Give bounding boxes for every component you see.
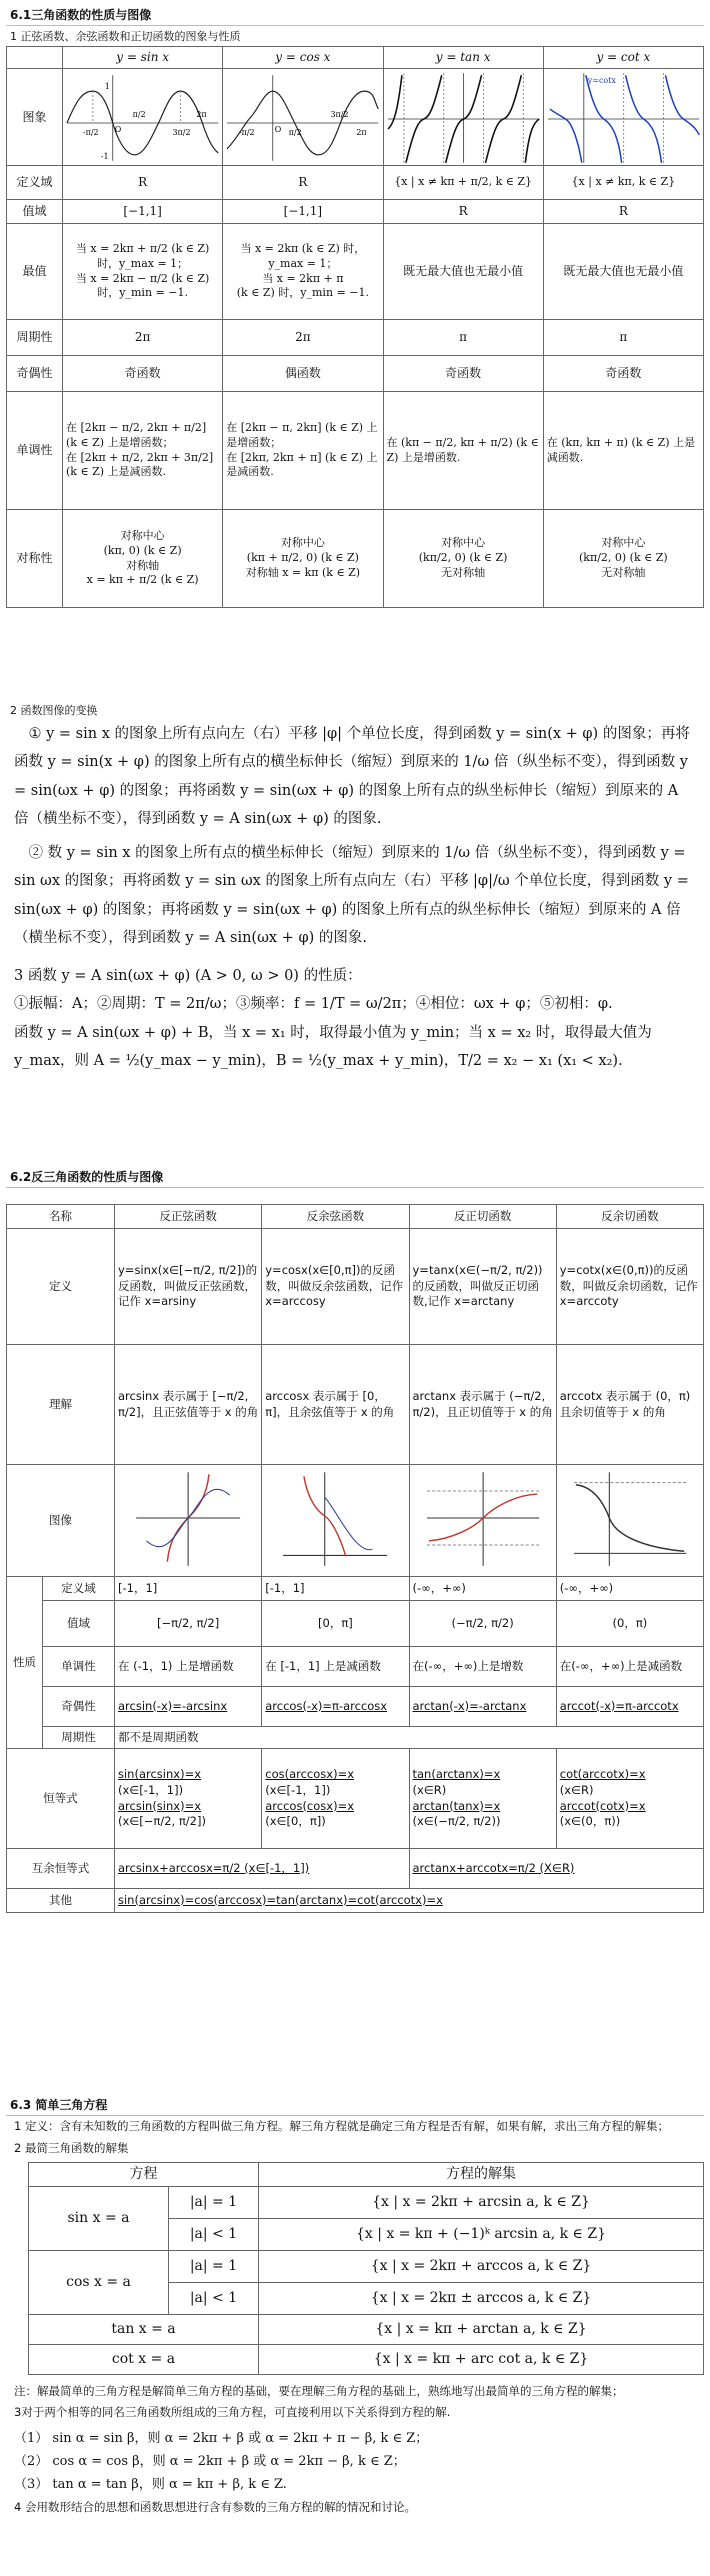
- identity-line: sin(arcsinx)=x: [118, 1767, 202, 1782]
- cos-symmetry-line: (kπ + π/2, 0) (k ∈ Z): [246, 551, 359, 565]
- arccos-domain: [-1，1]: [262, 1577, 409, 1601]
- header-arcsin: 反正弦函数: [115, 1205, 262, 1229]
- prop-label-range: 值域: [43, 1601, 115, 1647]
- sin-tick-xm: -π/2: [82, 127, 99, 137]
- note-1: 注：解最简单的三角方程是解简单三角方程的基础，要在理解三角方程的基础上，熟练地写出最简单的三角方程的解集；: [14, 2383, 624, 2398]
- sin-tick-x3: 2π: [196, 110, 207, 119]
- tan-parity: 奇函数: [383, 356, 543, 392]
- row-label-prop: 性质: [7, 1577, 43, 1749]
- row-label-complement: 互余恒等式: [7, 1849, 115, 1889]
- row-label-monotonic: 单调性: [7, 392, 63, 510]
- prop-label-domain: 定义域: [43, 1577, 115, 1601]
- tan-symmetry-line: 无对称轴: [441, 565, 486, 579]
- transform-paragraph-2: ② 数 y = sin x 的图象上所有点的横坐标伸长（缩短）到原来的 1/ω 倍（纵坐标不变），得到函数 y = sin ωx 的图象；再将函数 y = sin ωx 的图象上所有点向左（右）平移 |φ|/ω 个单位长度，得到函数 y = sin(ωx + φ) 的图象；再将函数 y = sin(ωx + φ) 的图象上所有点的纵坐标伸长（缩短）到原来的 A 倍（横坐标不变），得到函数 y = A sin(ωx + φ) 的图象.: [14, 845, 689, 946]
- solution: {x | x = 2kπ ± arccos a, k ∈ Z}: [259, 2282, 704, 2314]
- cos-period: 2π: [223, 320, 383, 356]
- note-2: 3对于两个相等的同名三角函数所组成的三角方程，可直接利用以下关系得到方程的解.: [14, 2405, 451, 2420]
- header-arccot: 反余切函数: [556, 1205, 703, 1229]
- sin-extreme-line: 当 x = 2kπ + π/2 (k ∈ Z): [75, 241, 210, 255]
- cot-label: y=cotx: [587, 76, 616, 86]
- tan-period: π: [383, 320, 543, 356]
- col-header-tan: y = tan x: [383, 47, 543, 69]
- transform-body: [6, 720, 704, 1075]
- arccot-identity: [556, 1749, 703, 1849]
- complement-arctan-arccot: arctanx+arccotx=π/2 (X∈R): [409, 1849, 704, 1889]
- periodic-value: 都不是周期函数: [115, 1727, 704, 1749]
- identity-line: arccot(cotx)=x: [559, 1798, 646, 1813]
- arccos-graph: [262, 1466, 408, 1570]
- arctan-understand: arctanx 表示属于 (−π/2, π/2)，且正切值等于 x 的角: [409, 1345, 556, 1465]
- arcsin-identity: [115, 1749, 262, 1849]
- section-subtitle: 1 正弦函数、余弦函数和正切函数的图象与性质: [10, 30, 241, 43]
- prop-label-parity: 奇偶性: [43, 1687, 115, 1727]
- cos-symmetry: [223, 510, 383, 608]
- transform-paragraph-3: 3 函数 y = A sin(ωx + φ) (A > 0, ω > 0) 的性质：: [14, 968, 362, 985]
- cot-extreme: 既无最大值也无最小值: [543, 224, 703, 320]
- header-arccos: 反余弦函数: [262, 1205, 409, 1229]
- cond: |a| < 1: [169, 2218, 259, 2250]
- col-header-cot: y = cot x: [543, 47, 703, 69]
- sin-extreme-line: 时，y_min = −1.: [97, 286, 188, 300]
- eq-cot: cot x = a: [29, 2344, 259, 2374]
- tan-graph: [384, 69, 543, 165]
- section-heading: 6.3 简单三角方程: [6, 2094, 704, 2116]
- relation-1: （1） sin α = sin β，则 α = 2kπ + β 或 α = 2kπ + π − β, k ∈ Z；: [14, 2431, 429, 2447]
- corner-cell: [7, 47, 63, 69]
- arccos-def: y=cosx(x∈[0,π])的反函数，叫做反余弦函数，记作 x=arccosy: [262, 1229, 409, 1345]
- arctan-monotonic: 在(-∞，+∞)上是增数: [409, 1647, 556, 1687]
- cot-symmetry: [543, 510, 703, 608]
- arccot-range: (0，π): [556, 1601, 703, 1647]
- intro-1: 1 定义：含有未知数的三角函数的方程叫做三角方程。解三角方程就是确定三角方程是否有解，如果有解，求出三角方程的解集；: [14, 2119, 669, 2133]
- sin-tick-1: 1: [104, 82, 110, 92]
- sin-monotonic: [63, 392, 223, 510]
- arccos-parity: arccos(-x)=π-arccosx: [262, 1687, 409, 1727]
- identity-line: arcsin(sinx)=x: [118, 1798, 202, 1813]
- cos-tick-xm: -π/2: [239, 127, 255, 137]
- row-label-symmetry: 对称性: [7, 510, 63, 608]
- sin-symmetry-line: (kπ, 0) (k ∈ Z): [103, 543, 182, 557]
- arctan-identity: [409, 1749, 556, 1849]
- arctan-parity: arctan(-x)=-arctanx: [409, 1687, 556, 1727]
- transform-paragraph-1: ① y = sin x 的图象上所有点向左（右）平移 |φ| 个单位长度，得到函数 y = sin(x + φ) 的图象；再将函数 y = sin(x + φ) 的图象上所有点的横坐标伸长（缩短）到原来的 1/ω 倍（纵坐标不变），得到函数 y = sin(ωx + φ) 的图象；再将函数 y = sin(ωx + φ) 的图象上所有点的纵坐标伸长（缩短）到原来的 A 倍（横坐标不变），得到函数 y = A sin(ωx + φ) 的图象.: [14, 726, 690, 827]
- sin-symmetry-line: 对称中心: [120, 528, 165, 542]
- sin-extreme-line: 时，y_max = 1；: [97, 256, 189, 270]
- cos-extreme-line: (k ∈ Z) 时，y_min = −1.: [236, 286, 369, 300]
- col-header-equation: 方程: [29, 2162, 259, 2186]
- identity-line: (x∈R): [559, 1782, 594, 1797]
- arcsin-graph: [115, 1466, 261, 1570]
- identity-line: (x∈[-1，1]): [265, 1782, 331, 1797]
- cond: |a| = 1: [169, 2250, 259, 2282]
- cot-graph-cell: [543, 69, 703, 166]
- identity-line: tan(arctanx)=x: [412, 1767, 501, 1782]
- identity-line: (x∈(0，π)): [559, 1814, 621, 1829]
- tan-symmetry: [383, 510, 543, 608]
- cot-monotonic-line: 在 (kπ, kπ + π) (k ∈ Z) 上是减函数.: [546, 435, 696, 464]
- intro-2: 2 最简三角函数的解集: [14, 2140, 129, 2155]
- cot-period: π: [543, 320, 703, 356]
- arccot-curve: [576, 1485, 684, 1552]
- arcsin-def: y=sinx(x∈[−π/2, π/2])的反函数，叫做反正弦函数，记作 x=arsiny: [115, 1229, 262, 1345]
- note-4: 4 会用数形结合的思想和函数思想进行含有参数的三角方程的解的情况和讨论。: [14, 2499, 416, 2514]
- prop-label-periodic: 周期性: [43, 1727, 115, 1749]
- arctan-def: y=tanx(x∈(−π/2, π/2))的反函数，叫做反正切函数,记作 x=arctany: [409, 1229, 556, 1345]
- sin-range: [−1,1]: [63, 200, 223, 224]
- identity-line: cos(arccosx)=x: [265, 1767, 355, 1782]
- arccot-parity: arccot(-x)=π-arccotx: [556, 1687, 703, 1727]
- arctan-graph: [410, 1466, 556, 1570]
- row-label-understand: 理解: [7, 1345, 115, 1465]
- arccot-graph-cell: [556, 1465, 703, 1577]
- transform-paragraph-4: ①振幅：A；②周期：T = 2π/ω；③频率：f = 1/T = ω/2π；④相位：ωx + φ；⑤初相：φ.: [14, 996, 613, 1013]
- arcsin-graph-cell: [115, 1465, 262, 1577]
- sin-monotonic-line: 在 [2kπ + π/2, 2kπ + 3π/2] (k ∈ Z) 上是减函数.: [66, 450, 214, 479]
- cos-tick-x2: 3π/2: [330, 110, 349, 119]
- cot-symmetry-line: 无对称轴: [601, 565, 646, 579]
- arccot-understand: arccotx 表示属于 (0，π) 且余切值等于 x 的角: [556, 1345, 703, 1465]
- row-label-period: 周期性: [7, 320, 63, 356]
- row-label-graph: 图像: [7, 1465, 115, 1577]
- sin-extreme-line: 当 x = 2kπ − π/2 (k ∈ Z): [75, 271, 210, 285]
- cos-symmetry-line: 对称轴 x = kπ (k ∈ Z): [245, 565, 361, 579]
- trig-properties-table: [6, 46, 704, 608]
- sin-symmetry: [63, 510, 223, 608]
- arccot-graph: [557, 1466, 703, 1570]
- identity-line: (x∈[-1，1]): [118, 1782, 184, 1797]
- complement-arcsin-arccos: arcsinx+arccosx=π/2 (x∈[-1，1]): [115, 1849, 410, 1889]
- eq-sin: sin x = a: [29, 2186, 169, 2250]
- arccos-identity: [262, 1749, 409, 1849]
- tan-graph-cell: [383, 69, 543, 166]
- col-header-cos: y = cos x: [223, 47, 383, 69]
- arctan-domain: (-∞，+∞): [409, 1577, 556, 1601]
- arcsin-understand: arcsinx 表示属于 [−π/2, π/2]，且正弦值等于 x 的角: [115, 1345, 262, 1465]
- arccos-monotonic: 在 [-1，1] 上是减函数: [262, 1647, 409, 1687]
- arcsin-range: [−π/2, π/2]: [115, 1601, 262, 1647]
- section-heading: 6.1三角函数的性质与图像: [6, 4, 704, 26]
- sin-monotonic-line: 在 [2kπ − π/2, 2kπ + π/2] (k ∈ Z) 上是增函数；: [66, 420, 207, 449]
- cos-monotonic-line: 在 [2kπ, 2kπ + π] (k ∈ Z) 上是减函数.: [226, 450, 378, 479]
- cos-parity: 偶函数: [223, 356, 383, 392]
- solution: {x | x = 2kπ + arccos a, k ∈ Z}: [259, 2250, 704, 2282]
- cos-domain: R: [223, 166, 383, 200]
- row-label-graph: 图象: [7, 69, 63, 166]
- eq-tan: tan x = a: [29, 2314, 259, 2344]
- cot-monotonic: [543, 392, 703, 510]
- arccos-graph-cell: [262, 1465, 409, 1577]
- arcsin-domain: [-1，1]: [115, 1577, 262, 1601]
- tan-domain: {x | x ≠ kπ + π/2, k ∈ Z}: [383, 166, 543, 200]
- sin-tick-x2: 3π/2: [172, 127, 191, 137]
- cot-symmetry-line: (kπ/2, 0) (k ∈ Z): [579, 551, 668, 565]
- sin-extreme: [63, 224, 223, 320]
- sin-domain: R: [63, 166, 223, 200]
- sin-symmetry-line: x = kπ + π/2 (k ∈ Z): [86, 573, 199, 587]
- row-label-def: 定义: [7, 1229, 115, 1345]
- header-arctan: 反正切函数: [409, 1205, 556, 1229]
- cos-tick-x3: 2π: [356, 127, 367, 137]
- eq-cos: cos x = a: [29, 2250, 169, 2314]
- col-header-sin: y = sin x: [63, 47, 223, 69]
- relation-2: （2） cos α = cos β，则 α = 2kπ + β 或 α = 2kπ − β, k ∈ Z；: [14, 2454, 406, 2469]
- arcsin-monotonic: 在 (-1，1) 上是增函数: [115, 1647, 262, 1687]
- row-label-extreme: 最值: [7, 224, 63, 320]
- sin-symmetry-line: 对称轴: [126, 558, 160, 572]
- sin-parity: 奇函数: [63, 356, 223, 392]
- solution: {x | x = 2kπ + arcsin a, k ∈ Z}: [259, 2186, 704, 2218]
- arctan-graph-cell: [409, 1465, 556, 1577]
- cos-monotonic: [223, 392, 383, 510]
- section-6-3: [6, 2094, 704, 2518]
- arcsin-parity: arcsin(-x)=-arcsinx: [115, 1687, 262, 1727]
- tan-monotonic: [383, 392, 543, 510]
- cos-graph: [223, 69, 382, 165]
- arccot-domain: (-∞，+∞): [556, 1577, 703, 1601]
- section-heading: 6.2反三角函数的性质与图像: [6, 1166, 704, 1188]
- identity-line: cot(arccotx)=x: [559, 1767, 646, 1782]
- col-header-solution: 方程的解集: [259, 2162, 704, 2186]
- sin-tick-m1: -1: [100, 151, 109, 161]
- section-transform: [6, 700, 704, 1075]
- solution: {x | x = kπ + (−1)ᵏ arcsin a, k ∈ Z}: [259, 2218, 704, 2250]
- cot-graph: [544, 69, 703, 165]
- inverse-trig-table: [6, 1204, 704, 1913]
- identity-line: arctan(tanx)=x: [412, 1798, 501, 1813]
- prop-label-monotonic: 单调性: [43, 1647, 115, 1687]
- row-label-identity: 恒等式: [7, 1749, 115, 1849]
- arccot-def: y=cotx(x∈(0,π))的反函数，叫做反余切函数，记作 x=arccoty: [556, 1229, 703, 1345]
- arccot-monotonic: 在(-∞，+∞)上是减函数: [556, 1647, 703, 1687]
- cond: |a| = 1: [169, 2186, 259, 2218]
- identity-line: arccos(cosx)=x: [265, 1798, 355, 1813]
- row-label-parity: 奇偶性: [7, 356, 63, 392]
- arccos-range: [0，π]: [262, 1601, 409, 1647]
- cos-graph-cell: [223, 69, 383, 166]
- relations: [6, 2428, 704, 2496]
- sin-tick-x1: π/2: [132, 110, 146, 119]
- cos-extreme-line: 当 x = 2kπ + π: [262, 271, 344, 285]
- sin-origin: O: [114, 124, 122, 134]
- identity-line: (x∈(−π/2, π/2)): [412, 1814, 501, 1829]
- row-label-domain: 定义域: [7, 166, 63, 200]
- cot-range: R: [543, 200, 703, 224]
- cos-symmetry-line: 对称中心: [280, 536, 325, 550]
- cos-extreme-line: y_max = 1；: [268, 256, 338, 270]
- solution: {x | x = kπ + arc cot a, k ∈ Z}: [259, 2344, 704, 2374]
- solution: {x | x = kπ + arctan a, k ∈ Z}: [259, 2314, 704, 2344]
- cos-monotonic-line: 在 [2kπ − π, 2kπ] (k ∈ Z) 上是增函数；: [226, 420, 378, 449]
- tan-monotonic-line: 在 (kπ − π/2, kπ + π/2) (k ∈ Z) 上是增函数.: [386, 435, 539, 464]
- transform-title: 2 函数图像的变换: [10, 704, 98, 717]
- row-label-other: 其他: [7, 1889, 115, 1913]
- transform-paragraph-5: 函数 y = A sin(ωx + φ) + B，当 x = x₁ 时，取得最小值为 y_min；当 x = x₂ 时，取得最大值为 y_max，则 A = ½(y_max − y_min)，B = ½(y_max + y_min)，T/2 = x₂ − x₁ (x₁ < x₂).: [14, 1024, 652, 1069]
- equation-table: [28, 2162, 704, 2375]
- identity-line: (x∈[−π/2, π/2]): [118, 1814, 206, 1829]
- identity-line: (x∈[0，π]): [265, 1814, 326, 1829]
- relation-3: （3） tan α = tan β，则 α = kπ + β, k ∈ Z.: [14, 2476, 287, 2492]
- cos-range: [−1,1]: [223, 200, 383, 224]
- cond: |a| < 1: [169, 2282, 259, 2314]
- cos-origin: O: [275, 124, 282, 134]
- other-identity: sin(arcsinx)=cos(arccosx)=tan(arctanx)=cot(arccotx)=x: [115, 1889, 704, 1913]
- arccos-understand: arccosx 表示属于 [0，π]，且余弦值等于 x 的角: [262, 1345, 409, 1465]
- sin-graph: [63, 69, 222, 165]
- tan-range: R: [383, 200, 543, 224]
- identity-line: (x∈R): [412, 1782, 447, 1797]
- cot-domain: {x | x ≠ kπ, k ∈ Z}: [543, 166, 703, 200]
- row-label-range: 值域: [7, 200, 63, 224]
- tan-extreme: 既无最大值也无最小值: [383, 224, 543, 320]
- tan-symmetry-line: 对称中心: [441, 536, 486, 550]
- tan-symmetry-line: (kπ/2, 0) (k ∈ Z): [418, 551, 508, 565]
- sin-graph-cell: [63, 69, 223, 166]
- cos-extreme: [223, 224, 383, 320]
- cot-symmetry-line: 对称中心: [601, 536, 646, 550]
- cot-parity: 奇函数: [543, 356, 703, 392]
- header-name: 名称: [7, 1205, 115, 1229]
- cos-extreme-line: 当 x = 2kπ (k ∈ Z) 时，: [240, 241, 366, 255]
- arctan-range: (−π/2, π/2): [409, 1601, 556, 1647]
- cos-tick-x1: π/2: [288, 127, 302, 137]
- section-6-1: [6, 4, 704, 608]
- sin-period: 2π: [63, 320, 223, 356]
- section-6-2: [6, 1166, 704, 1913]
